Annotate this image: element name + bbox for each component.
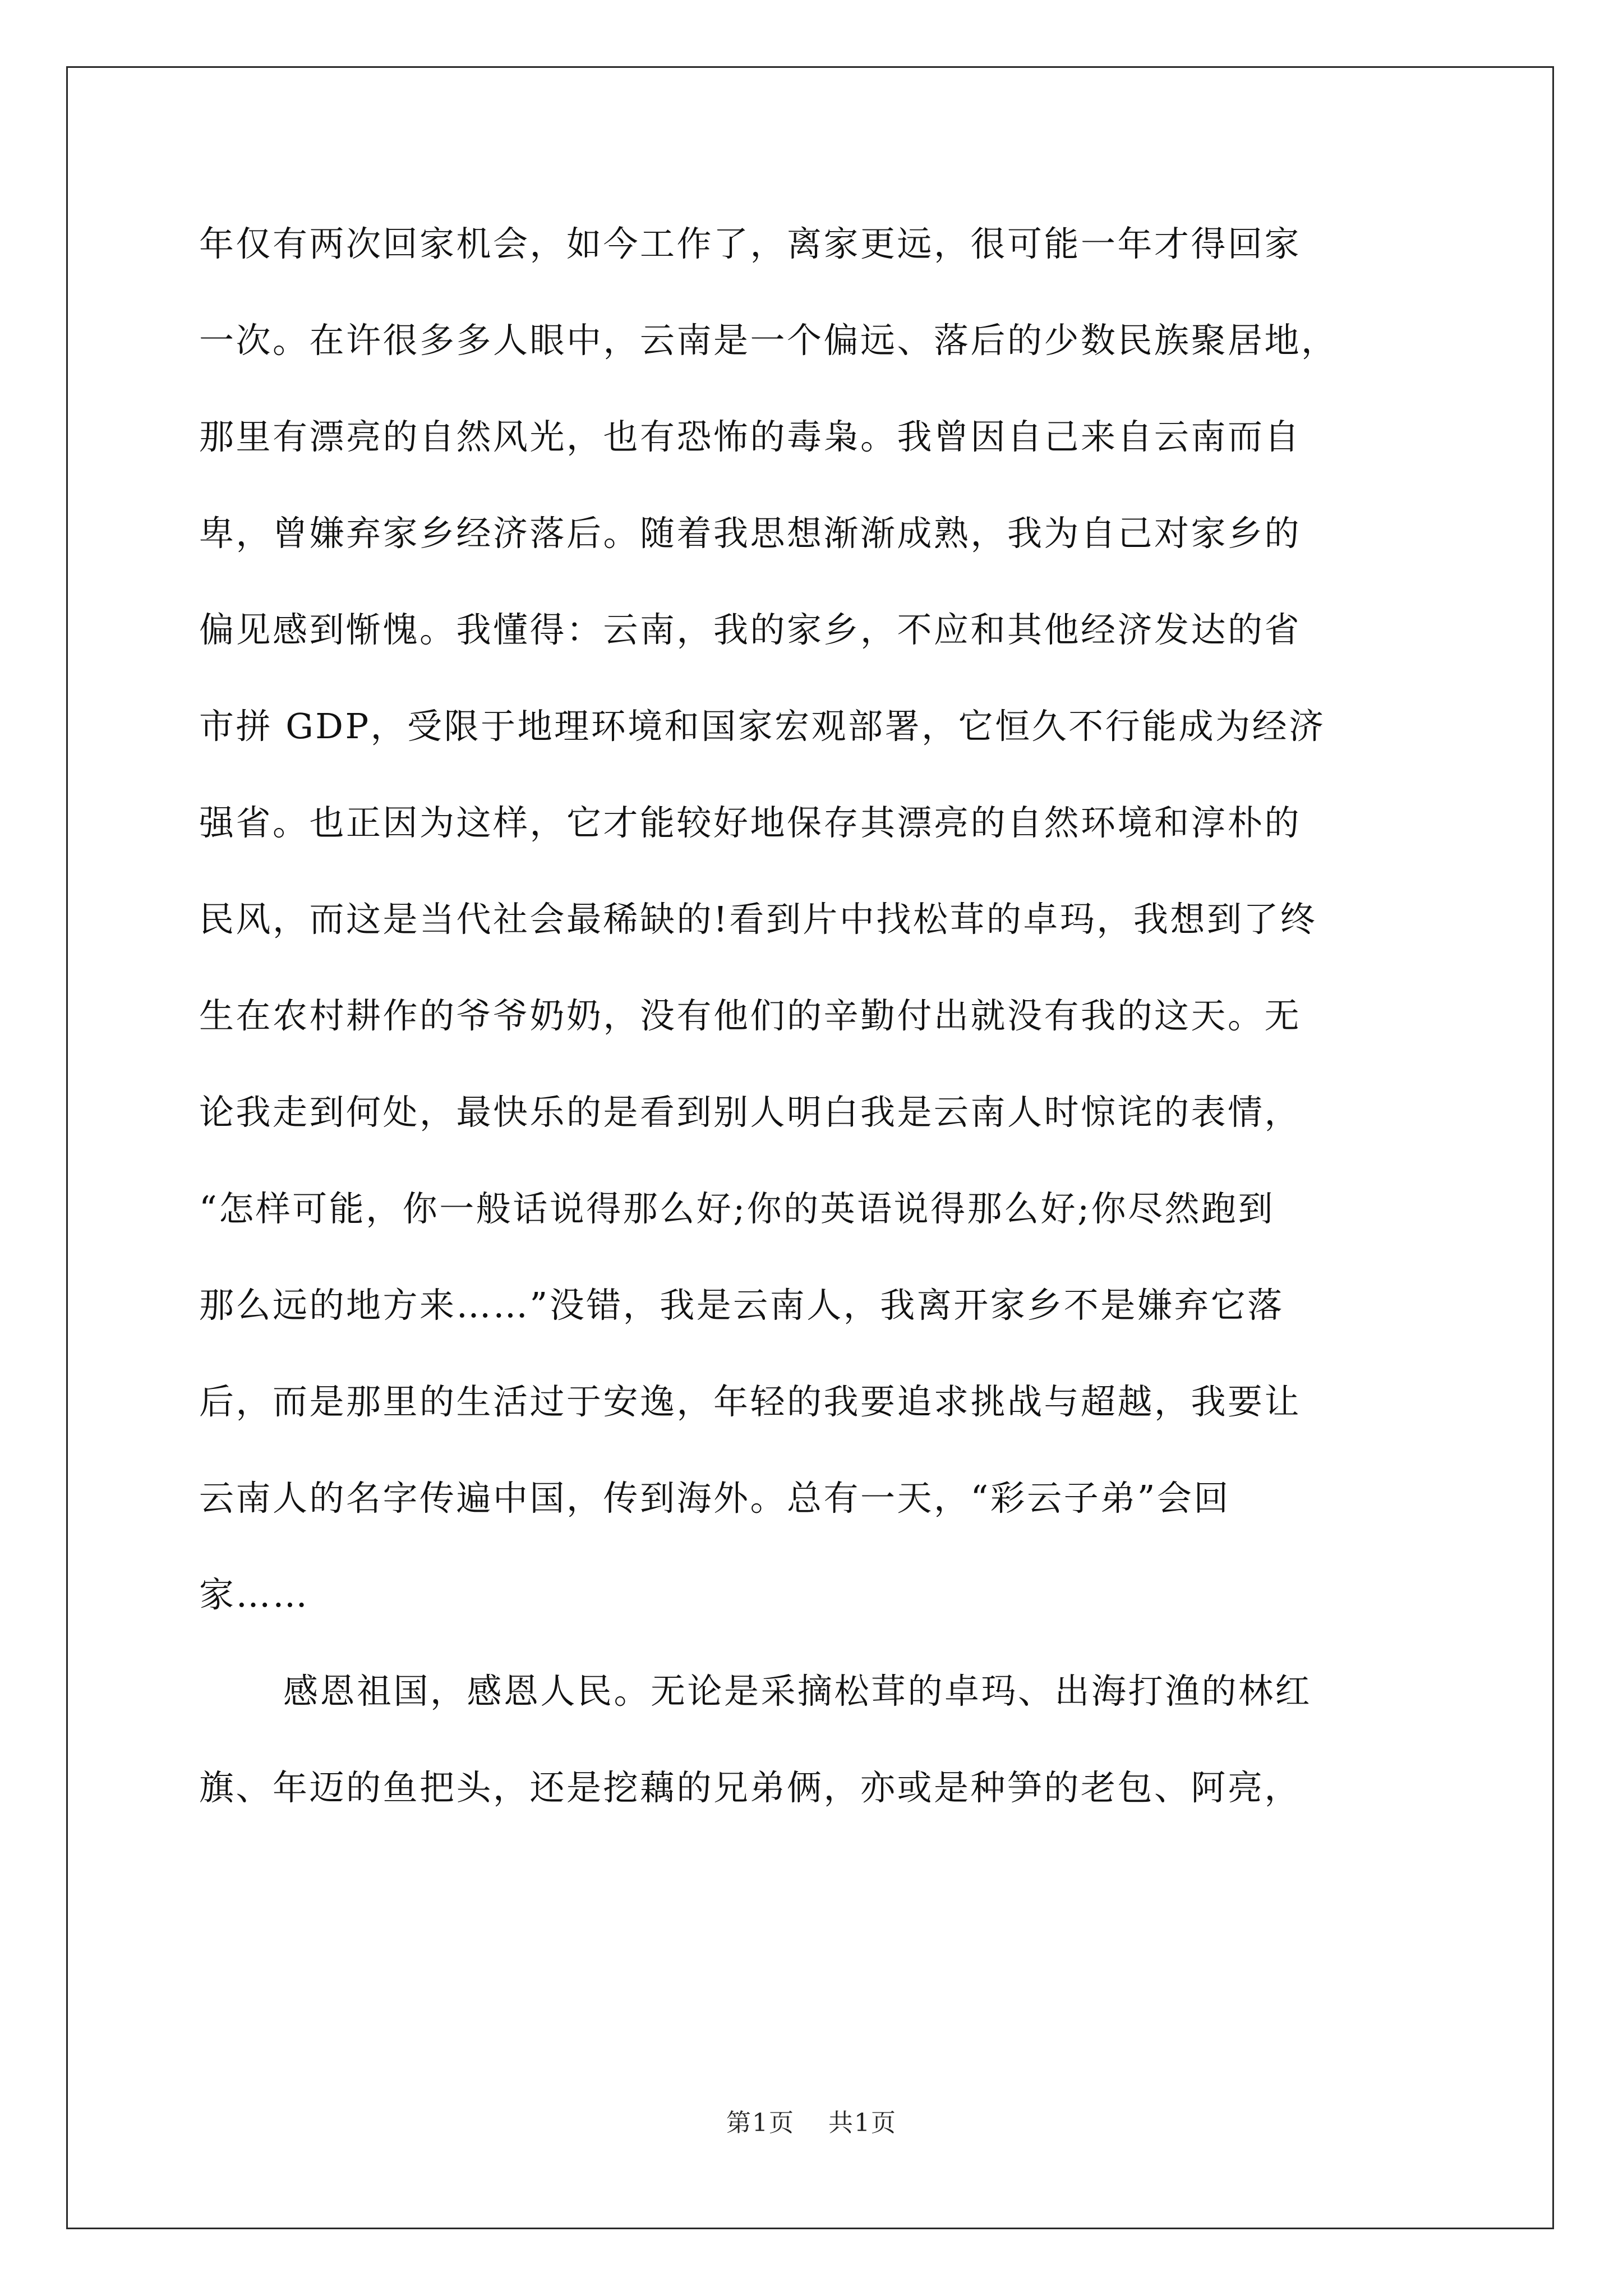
page-total: 共1页 bbox=[828, 2109, 897, 2137]
paragraph-2-line-2: 旗、年迈的鱼把头，还是挖藕的兄弟俩，亦或是种笋的老包、阿亮， bbox=[199, 1767, 1302, 1808]
body-line-12: 那么远的地方来……”没错，我是云南人，我离开家乡不是嫌弃它落 bbox=[199, 1285, 1284, 1326]
body-line-7: 强省。也正因为这样，它才能较好地保存其漂亮的自然环境和淳朴的 bbox=[199, 802, 1302, 843]
body-line-6: 市拼 GDP，受限于地理环境和国家宏观部署，它恒久不行能成为经济 bbox=[199, 706, 1326, 747]
page-number: 第1页 bbox=[726, 2109, 795, 2137]
body-line-2: 一次。在许很多多人眼中，云南是一个偏远、落后的少数民族聚居地， bbox=[199, 320, 1338, 361]
body-line-9: 生在农村耕作的爷爷奶奶，没有他们的辛勤付出就没有我的这天。无 bbox=[199, 995, 1302, 1036]
body-line-13: 后，而是那里的生活过于安逸，年轻的我要追求挑战与超越，我要让 bbox=[199, 1381, 1302, 1422]
body-line-10: 论我走到何处，最快乐的是看到别人明白我是云南人时惊诧的表情， bbox=[199, 1092, 1302, 1133]
body-line-14: 云南人的名字传遍中国，传到海外。总有一天，“彩云子弟”会回 bbox=[199, 1478, 1230, 1519]
body-line-11: “怎样可能，你一般话说得那么好;你的英语说得那么好;你尽然跑到 bbox=[199, 1188, 1275, 1229]
body-line-5: 偏见感到惭愧。我懂得：云南，我的家乡，不应和其他经济发达的省 bbox=[199, 609, 1302, 650]
body-line-1: 年仅有两次回家机会，如今工作了，离家更远，很可能一年才得回家 bbox=[199, 223, 1302, 264]
page-footer bbox=[0, 2102, 1623, 2138]
body-line-8: 民风，而这是当代社会最稀缺的!看到片中找松茸的卓玛，我想到了终 bbox=[199, 899, 1317, 940]
document-body bbox=[199, 220, 1433, 1860]
body-line-15: 家…… bbox=[199, 1574, 310, 1615]
paragraph-2-line-1: 感恩祖国，感恩人民。无论是采摘松茸的卓玛、出海打渔的林红 bbox=[283, 1671, 1312, 1711]
body-line-4: 卑，曾嫌弃家乡经济落后。随着我思想渐渐成熟，我为自己对家乡的 bbox=[199, 513, 1302, 554]
body-line-3: 那里有漂亮的自然风光，也有恐怖的毒枭。我曾因自己来自云南而自 bbox=[199, 416, 1302, 457]
